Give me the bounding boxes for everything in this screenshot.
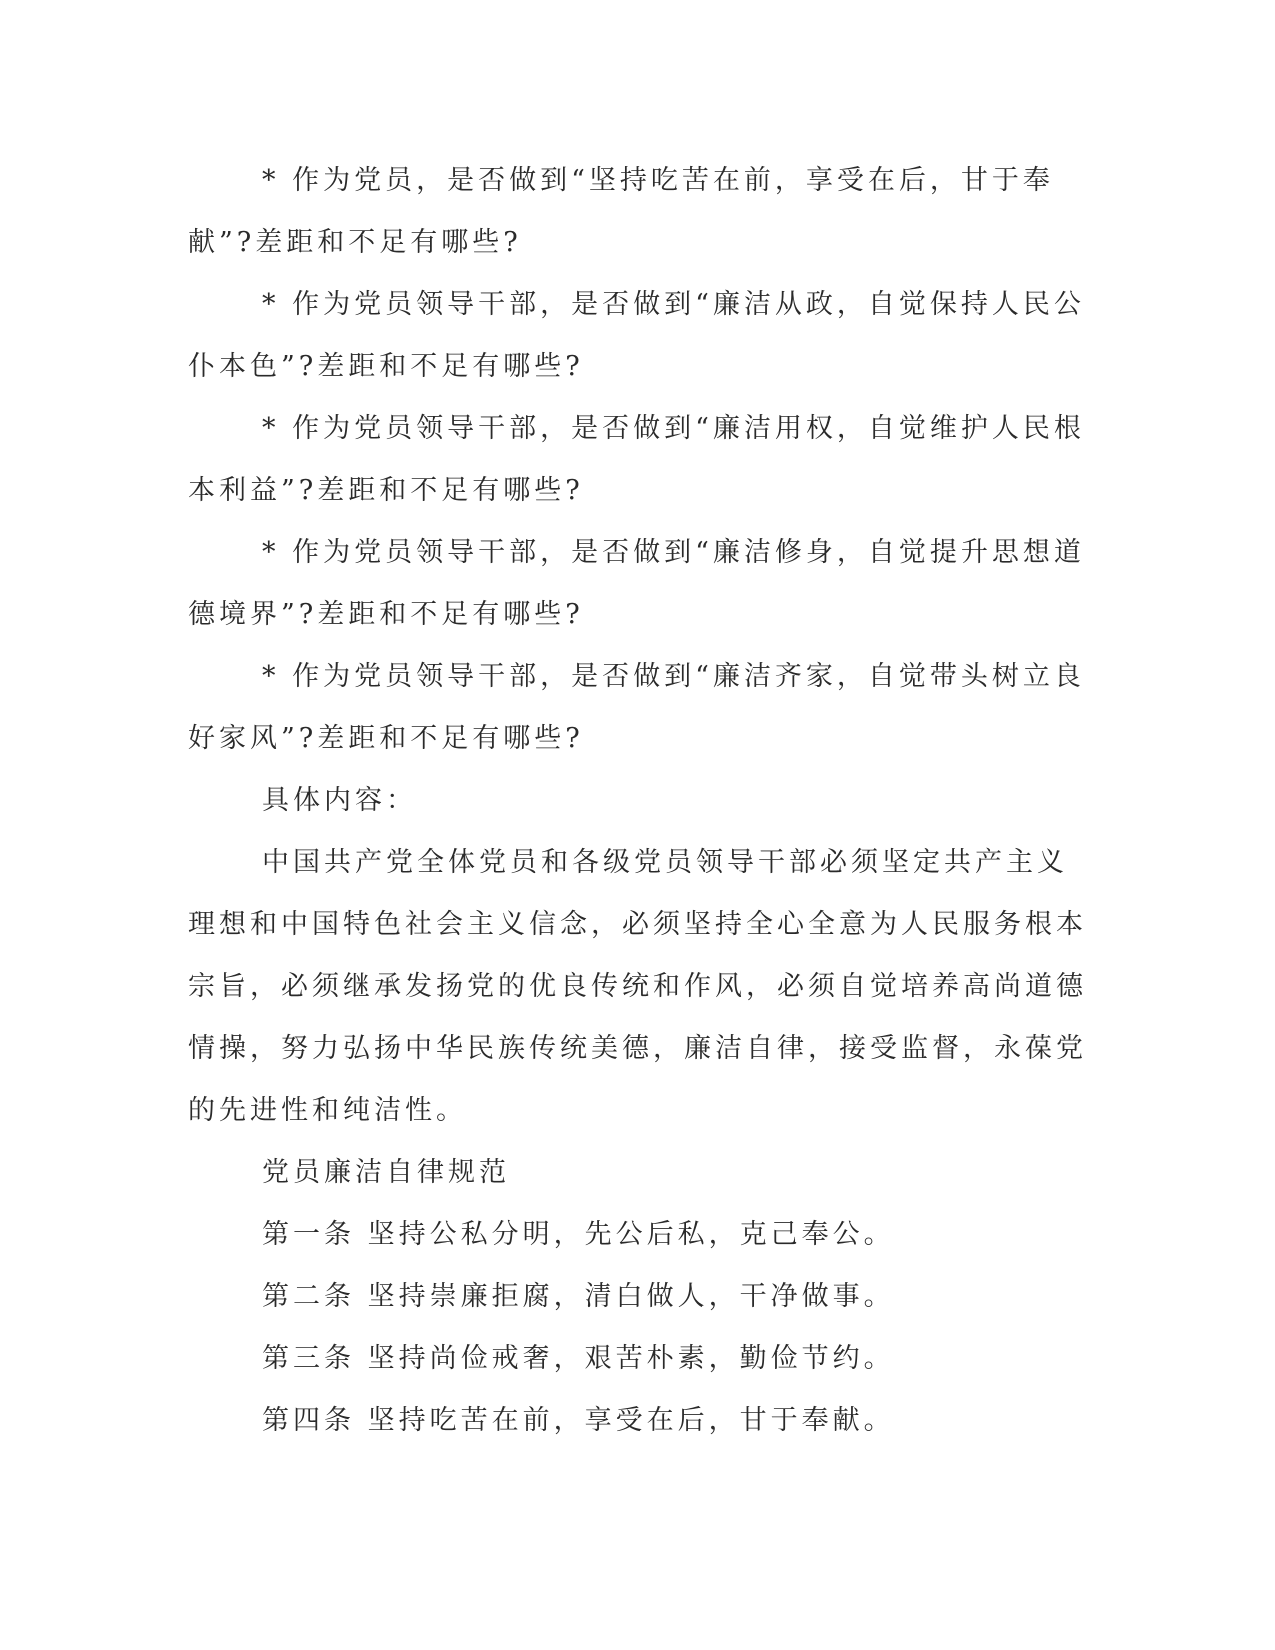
article-item: 第二条 坚持崇廉拒腐，清白做人，干净做事。 [262, 1281, 895, 1312]
article-item: 第三条 坚持尚俭戒奢，艰苦朴素，勤俭节约。 [262, 1343, 895, 1374]
content-paragraph: 中国共产党全体党员和各级党员领导干部必须坚定共产主义理想和中国特色社会主义信念，必须坚持全心全意为人民服务根本宗旨，必须继承发扬党的优良传统和作风，必须自觉培养高尚道德情操，努力弘扬中华民族传统美德，廉洁自律，接受监督，永葆党的先进性和纯洁性。 [188, 847, 1087, 1126]
question-item: * 作为党员领导干部，是否做到“廉洁从政，自觉保持人民公仆本色”?差距和不足有哪些? [188, 289, 1085, 382]
question-item: * 作为党员，是否做到“坚持吃苦在前，享受在后，甘于奉献”?差距和不足有哪些? [188, 165, 1054, 258]
document-body [188, 150, 1088, 1452]
article-item: 第四条 坚持吃苦在前，享受在后，甘于奉献。 [262, 1405, 895, 1436]
article-item: 第一条 坚持公私分明，先公后私，克己奉公。 [262, 1219, 895, 1250]
content-heading: 具体内容： [262, 785, 417, 816]
question-item: * 作为党员领导干部，是否做到“廉洁齐家，自觉带头树立良好家风”?差距和不足有哪些? [188, 661, 1085, 754]
norms-title: 党员廉洁自律规范 [262, 1157, 510, 1188]
question-item: * 作为党员领导干部，是否做到“廉洁用权，自觉维护人民根本利益”?差距和不足有哪些? [188, 413, 1085, 506]
question-item: * 作为党员领导干部，是否做到“廉洁修身，自觉提升思想道德境界”?差距和不足有哪些? [188, 537, 1085, 630]
